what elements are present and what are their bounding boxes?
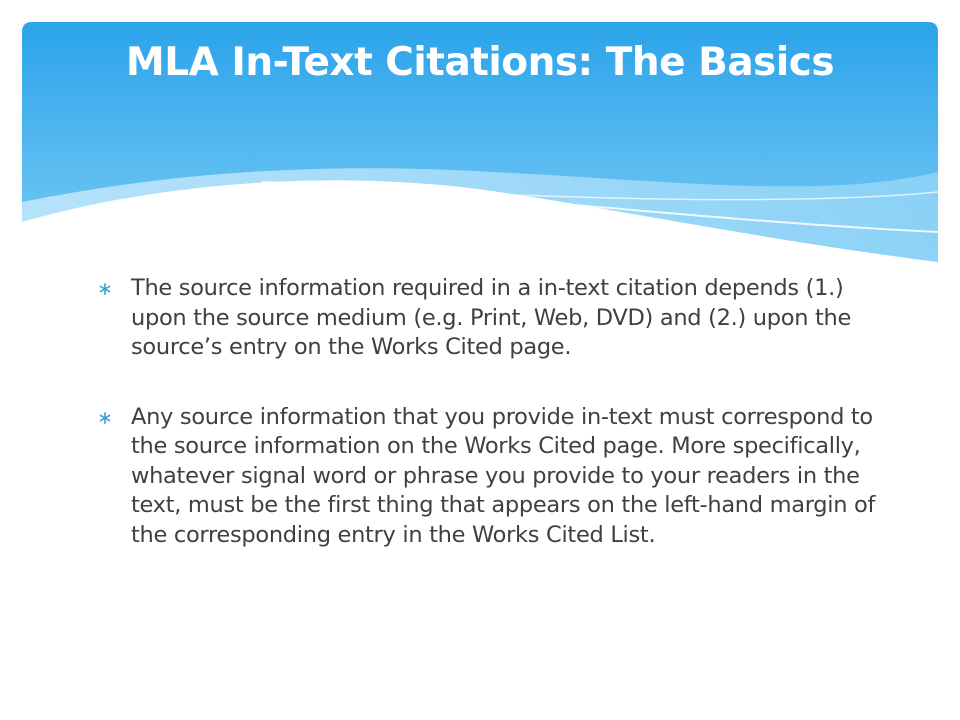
bullet-text: Any source information that you provide in-text must correspond to the source information on the Works Cited page. More specifically, whatever signal word or phrase you provide to your readers in the text, must be the first thing that appears on the left-hand margin of the corresponding entry in the Works Cited List. — [131, 403, 876, 548]
bullet-list — [98, 274, 878, 550]
bullet-item — [98, 274, 878, 363]
slide-title: MLA In-Text Citations: The Basics — [125, 40, 835, 85]
asterisk-bullet-icon — [98, 404, 112, 432]
bullet-item — [98, 403, 878, 551]
bullet-text: The source information required in a in-text citation depends (1.) upon the source medium (e.g. Print, Web, DVD) and (2.) upon the source’s entry on the Works Cited page. — [131, 275, 852, 360]
asterisk-bullet-icon — [98, 275, 112, 303]
